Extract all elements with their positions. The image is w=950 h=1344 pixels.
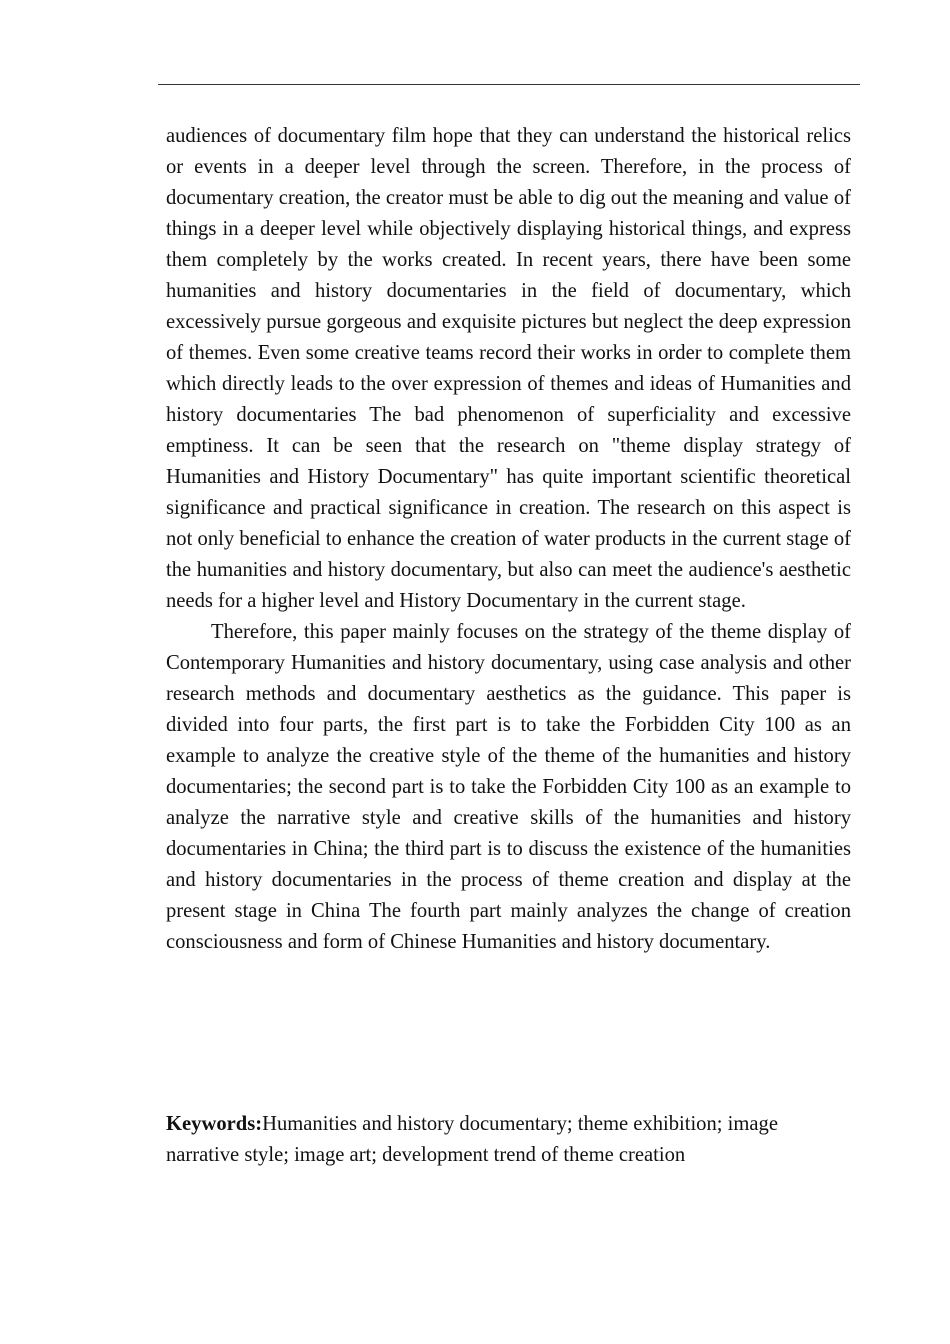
abstract-body xyxy=(166,121,851,958)
keywords-section xyxy=(166,1109,851,1171)
keywords-text: Humanities and history documentary; theme exhibition; image narrative style; image art; development trend of theme creation xyxy=(166,1113,778,1166)
header-rule xyxy=(158,84,860,85)
abstract-paragraph-1: audiences of documentary film hope that they can understand the historical relics or events in a deeper level through the screen. Therefore, in the process of documentary creation, the creator must be able to dig out the meaning and value of things in a deeper level while objectively displaying historical things, and express them completely by the works created. In recent years, there have been some humanities and history documentaries in the field of documentary, which excessively pursue gorgeous and exquisite pictures but neglect the deep expression of themes. Even some creative teams record their works in order to complete them which directly leads to the over expression of themes and ideas of Humanities and history documentaries The bad phenomenon of superficiality and excessive emptiness. It can be seen that the research on "theme display strategy of Humanities and History Documentary" has quite important scientific theoretical significance and practical significance in creation. The research on this aspect is not only beneficial to enhance the creation of water products in the current stage of the humanities and history documentary, but also can meet the audience's aesthetic needs for a higher level and History Documentary in the current stage. xyxy=(166,125,851,612)
keywords-label: Keywords: xyxy=(166,1113,263,1135)
abstract-paragraph-2: Therefore, this paper mainly focuses on the strategy of the theme display of Contemporary Humanities and history documentary, using case analysis and other research methods and documentary aesthetics as the guidance. This paper is divided into four parts, the first part is to take the Forbidden City 100 as an example to analyze the creative style of the theme of the humanities and history documentaries; the second part is to take the Forbidden City 100 as an example to analyze the narrative style and creative skills of the humanities and history documentaries in China; the third part is to discuss the existence of the humanities and history documentaries in the process of theme creation and display at the present stage in China The fourth part mainly analyzes the change of creation consciousness and form of Chinese Humanities and history documentary. xyxy=(166,621,851,953)
